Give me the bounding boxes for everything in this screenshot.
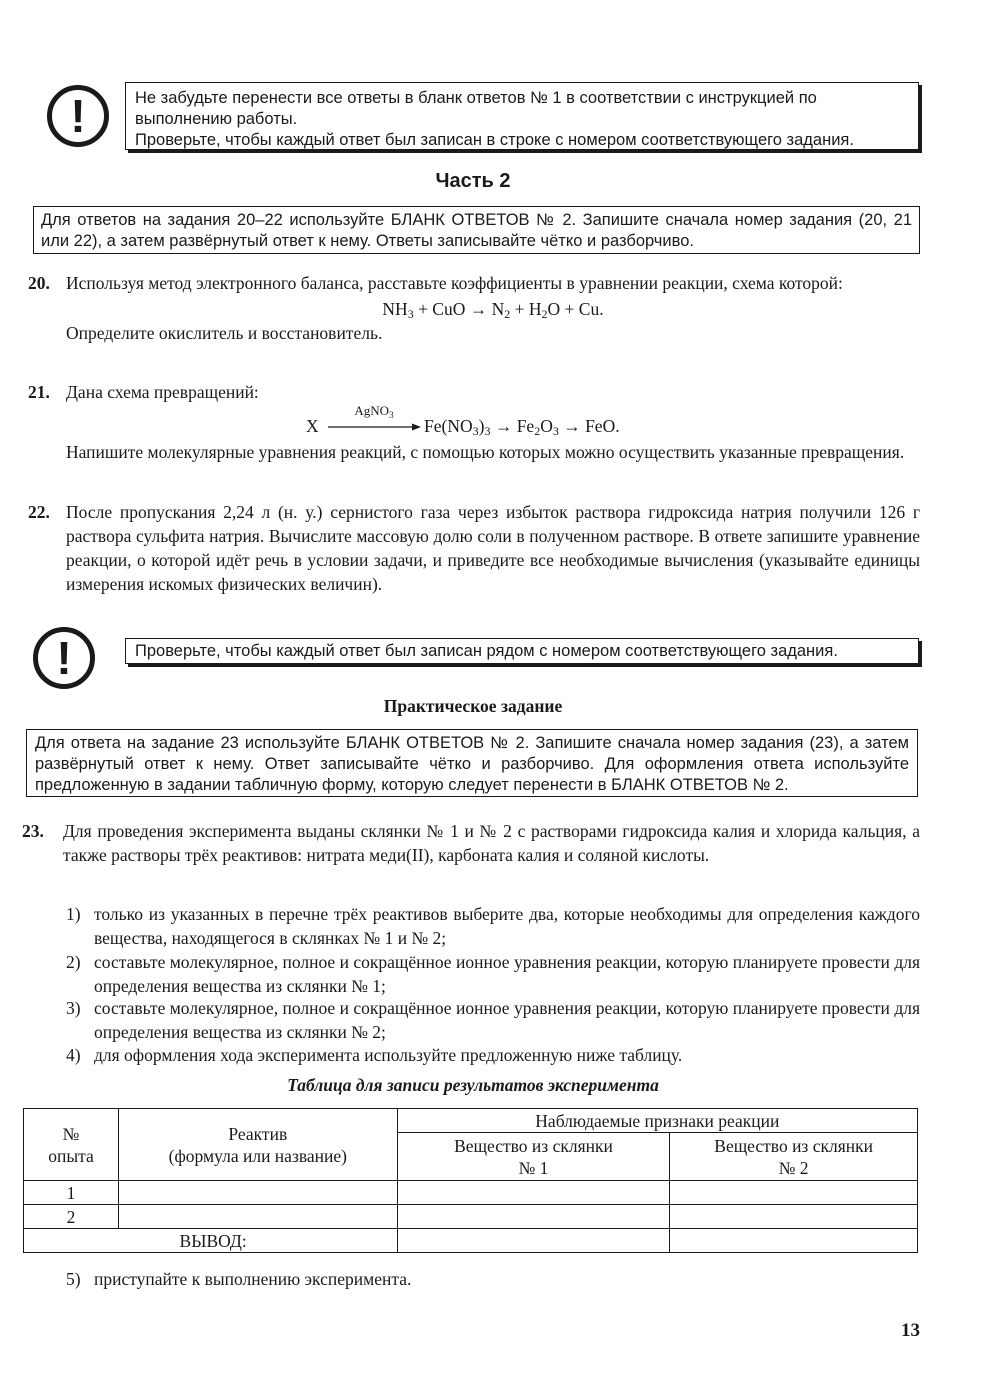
notice-line-2: Проверьте, чтобы каждый ответ был записан в строке с номером соответствующего задания. — [135, 131, 854, 149]
header-experiment-number: № опыта — [24, 1109, 119, 1181]
row-number: 1 — [24, 1181, 119, 1205]
practical-instruction: Для ответа на задание 23 используйте БЛАНК ОТВЕТОВ № 2. Запишите сначала номер задания (23), а затем развёрнутый ответ к нему. Ответ записывайте чётко и разборчиво. Для оформления ответа используйте предложенную в задании табличную форму, которую следует перенести в БЛАНК ОТВЕТОВ № 2. — [26, 729, 918, 797]
reagent-cell — [118, 1205, 397, 1229]
task23-item: 2) составьте молекулярное, полное и сокращённое ионное уравнения реакции, которую планируете провести для определения вещества из склянки № 1; — [66, 952, 920, 996]
task23-text: Для проведения эксперимента выданы склянки № 1 и № 2 с растворами гидроксида калия и хлорида кальция, а также растворы трёх реактивов: нитрата меди(II), карбоната калия и соляной кислоты. — [63, 821, 920, 865]
reaction-arrow-icon — [328, 422, 422, 432]
task23-item: 4) для оформления хода эксперимента используйте предложенную ниже таблицу. — [66, 1045, 683, 1065]
task20-number: 20. — [28, 273, 50, 293]
task23-final-item: 5) приступайте к выполнению эксперимента. — [66, 1269, 412, 1289]
conclusion-flask2-cell — [670, 1229, 918, 1253]
results-table — [23, 1108, 918, 1253]
task21-number: 21. — [28, 382, 50, 402]
task22-number: 22. — [28, 502, 50, 522]
conclusion-row — [24, 1229, 918, 1253]
page-number: 13 — [901, 1320, 920, 1341]
header-substance-flask-1: Вещество из склянки № 1 — [397, 1133, 670, 1181]
notice-line-1: Не забудьте перенести все ответы в бланк ответов № 1 в соответствии с инструкцией по выполнению работы. — [135, 89, 817, 128]
part2-instruction: Для ответов на задания 20–22 используйте БЛАНК ОТВЕТОВ № 2. Запишите сначала номер задания (20, 21 или 22), а затем развёрнутый ответ к нему. Ответы записывайте чётко и разборчиво. — [33, 206, 920, 254]
header-observed-signs: Наблюдаемые признаки реакции — [397, 1109, 917, 1133]
task20-question: Определите окислитель и восстановитель. — [66, 323, 383, 343]
reagent-cell — [118, 1181, 397, 1205]
row-number: 2 — [24, 1205, 119, 1229]
exclamation-warning-icon: ! — [33, 627, 95, 689]
table-row — [24, 1205, 918, 1229]
notice-answer-placement: Проверьте, чтобы каждый ответ был записан рядом с номером соответствующего задания. — [125, 638, 919, 664]
flask1-cell — [397, 1181, 670, 1205]
header-reagent: Реактив (формула или название) — [118, 1109, 397, 1181]
notice-transfer-answers — [125, 82, 919, 150]
practical-title: Практическое задание — [383, 696, 563, 716]
exclamation-warning-icon: ! — [47, 85, 109, 147]
task21-text: Дана схема превращений: — [66, 382, 259, 402]
task23-number: 23. — [22, 821, 44, 841]
task21-scheme: X AgNO$_3$ $Fe(NO_3)_3 \to Fe_2O_3$ → FeO. — [306, 403, 620, 438]
task20-text: Используя метод электронного баланса, расставьте коэффициенты в уравнении реакции, схема которой: — [66, 273, 843, 293]
task21-body — [66, 380, 920, 464]
table-row — [24, 1181, 918, 1205]
header-substance-flask-2: Вещество из склянки № 2 — [670, 1133, 918, 1181]
conclusion-label: ВЫВОД: — [24, 1229, 398, 1253]
task23-item: 3) составьте молекулярное, полное и сокращённое ионное уравнения реакции, которую планируете провести для определения вещества из склянки № 2; — [66, 998, 920, 1042]
task21-question: Напишите молекулярные уравнения реакций, с помощью которых можно осуществить указанные превращения. — [66, 442, 905, 462]
flask2-cell — [670, 1181, 918, 1205]
task20-body — [66, 271, 920, 345]
table-caption: Таблица для записи результатов эксперимента — [287, 1075, 659, 1095]
reagent-label: AgNO$_3$ — [354, 403, 394, 420]
flask1-cell — [397, 1205, 670, 1229]
task20-equation: $NH_3$ + CuO → $N_2 + H_2O + Cu$. — [382, 299, 604, 321]
flask2-cell — [670, 1205, 918, 1229]
task22-text: После пропускания 2,24 л (н. у.) сернистого газа через избыток раствора гидроксида натрия получили 126 г раствора сульфита натрия. Вычислите массовую долю соли в полученном растворе. В ответе запишите уравнение реакции, о которой идёт речь в условии задачи, и приведите все необходимые вычисления (указывайте единицы измерения искомых физических величин). — [66, 502, 920, 594]
part2-title: Часть 2 — [435, 170, 511, 192]
task23-item: 1) только из указанных в перечне трёх реактивов выберите два, которые необходимы для определения каждого вещества, находящегося в склянках № 1 и № 2; — [66, 904, 920, 948]
conclusion-flask1-cell — [397, 1229, 670, 1253]
